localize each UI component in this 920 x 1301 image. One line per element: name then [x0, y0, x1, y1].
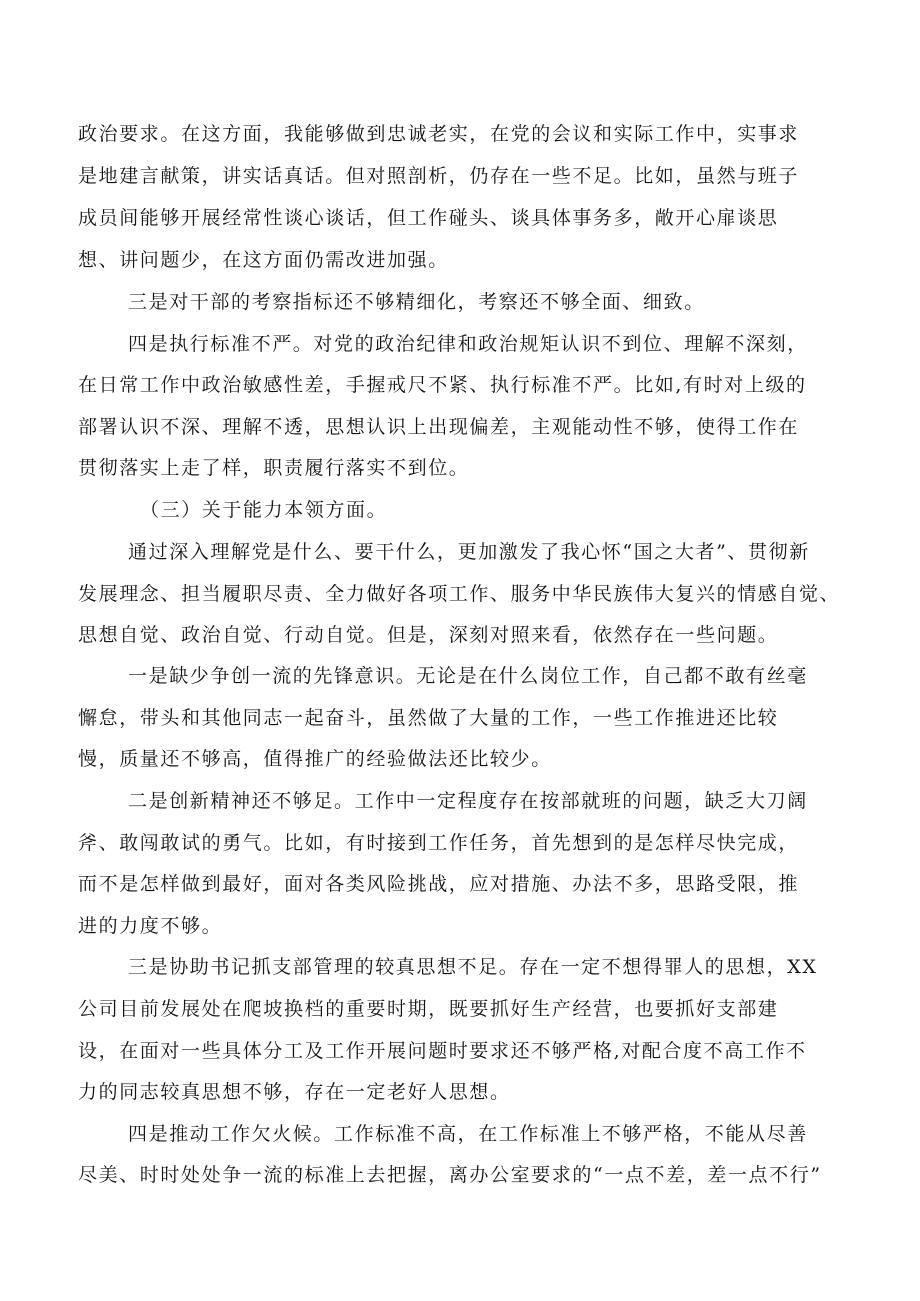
text-line: 思想自觉、政治自觉、行动自觉。但是，深刻对照来看，依然存在一些问题。	[78, 624, 779, 646]
text-line: 斧、敢闯敢试的勇气。比如，有时接到工作任务，首先想到的是怎样尽快完成，	[78, 832, 800, 854]
text-line: 发展理念、担当履职尽责、全力做好各项工作、服务中华民族伟大复兴的情感自觉、	[78, 583, 841, 605]
text-line: 想、讲问题少，在这方面仍需改进加强。	[78, 249, 449, 271]
text-line: 四是执行标准不严。对党的政治纪律和政治规矩认识不到位、理解不深刻，	[128, 333, 808, 355]
text-line: 尽美、时时处处争一流的标准上去把握，离办公室要求的“一点不差，差一点不行”	[78, 1164, 822, 1186]
text-line: 一是缺少争创一流的先锋意识。无论是在什么岗位工作，自己都不敢有丝毫	[128, 665, 808, 687]
text-line: 懈怠，带头和其他同志一起奋斗，虽然做了大量的工作，一些工作推进还比较	[78, 707, 779, 729]
text-line: 慢，质量还不够高，值得推广的经验做法还比较少。	[78, 748, 552, 770]
text-line: 是地建言献策，讲实话真话。但对照剖析，仍存在一些不足。比如，虽然与班子	[78, 165, 800, 187]
section-heading: （三）关于能力本领方面。	[140, 499, 388, 521]
text-line: 公司目前发展处在爬坡换档的重要时期，既要抓好生产经营，也要抓好支部建	[78, 998, 779, 1020]
text-line: 贯彻落实上走了样，职责履行落实不到位。	[78, 457, 470, 479]
text-line: 部署认识不深、理解不透，思想认识上出现偏差，主观能动性不够，使得工作在	[78, 416, 800, 438]
text-line: 而不是怎样做到最好，面对各类风险挑战，应对措施、办法不多，思路受限，推	[78, 873, 800, 895]
text-line: 设，在面对一些具体分工及工作开展问题时要求还不够严格,对配合度不高工作不	[78, 1040, 807, 1062]
text-line: 力的同志较真思想不够，存在一定老好人思想。	[78, 1081, 511, 1103]
text-line: 成员间能够开展经常性谈心谈话，但工作碰头、谈具体事务多，敞开心扉谈思	[78, 207, 779, 229]
text-line: 政治要求。在这方面，我能够做到忠诚老实，在党的会议和实际工作中，实事求	[78, 123, 800, 145]
text-line: 四是推动工作欠火候。工作标准不高，在工作标准上不够严格，不能从尽善	[128, 1123, 808, 1145]
text-line: 三是协助书记抓支部管理的较真思想不足。存在一定不想得罪人的思想，XX	[128, 956, 818, 978]
text-line: 在日常工作中政治敏感性差，手握戒尺不紧、执行标准不严。比如,有时对上级的	[78, 374, 807, 396]
text-line: 通过深入理解党是什么、要干什么，更加激发了我心怀“国之大者”、贯彻新	[128, 541, 810, 563]
text-line: 三是对干部的考察指标还不够精细化，考察还不够全面、细致。	[128, 291, 705, 313]
text-line: 进的力度不够。	[78, 915, 223, 937]
text-line: 二是创新精神还不够足。工作中一定程度存在按部就班的问题，缺乏大刀阔	[128, 790, 808, 812]
